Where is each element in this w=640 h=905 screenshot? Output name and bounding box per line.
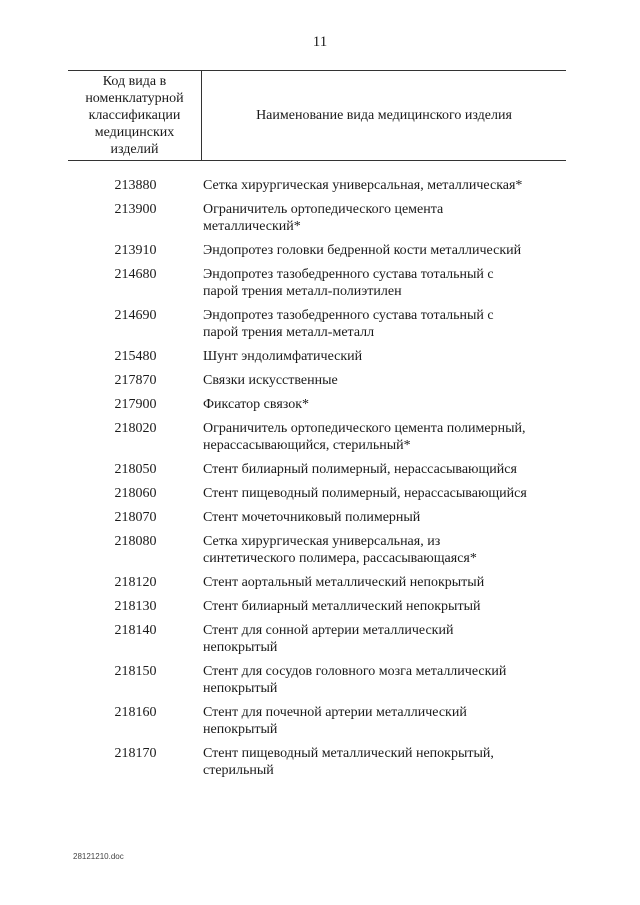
- row-name: [203, 372, 568, 389]
- row-name: [203, 663, 568, 697]
- row-code: 218130: [114, 599, 157, 614]
- row-code: 213880: [114, 178, 157, 193]
- row-name: [203, 745, 568, 779]
- row-name-line: парой трения металл-металл: [203, 325, 375, 340]
- row-code: 217900: [114, 397, 157, 412]
- header-code-line: классификации: [88, 108, 181, 123]
- row-name-line: Стент мочеточниковый полимерный: [203, 510, 421, 525]
- header-name-label: Наименование вида медицинского изделия: [256, 107, 512, 123]
- table-row: [68, 372, 568, 389]
- table-row: [68, 745, 568, 779]
- row-name-line: Стент пищеводный металлический непокрытый,: [203, 746, 494, 761]
- row-code: 218020: [114, 421, 157, 436]
- row-name: [203, 201, 568, 235]
- row-code: 218140: [114, 623, 157, 638]
- header-code-line: номенклатурной: [85, 91, 184, 106]
- row-name-line: Эндопротез головки бедренной кости металлический: [203, 243, 522, 258]
- row-name-line: Связки искусственные: [203, 373, 338, 388]
- row-code: 214680: [114, 267, 157, 282]
- row-name: [203, 509, 568, 526]
- header-code-column: [68, 73, 201, 158]
- table-row: [68, 420, 568, 454]
- row-name-line: парой трения металл-полиэтилен: [203, 284, 402, 299]
- row-code: 213900: [114, 202, 157, 217]
- table-row: [68, 598, 568, 615]
- row-code: 213910: [114, 243, 157, 258]
- row-name-line: Сетка хирургическая универсальная, из: [203, 534, 441, 549]
- row-name: [203, 242, 568, 259]
- row-name: [203, 396, 568, 413]
- table-row: [68, 533, 568, 567]
- row-name-line: Шунт эндолимфатический: [203, 349, 363, 364]
- row-name-line: Эндопротез тазобедренного сустава тотальный с: [203, 267, 494, 282]
- row-name: [203, 266, 568, 300]
- row-code: 215480: [114, 349, 157, 364]
- row-code: 218150: [114, 664, 157, 679]
- row-name-line: Эндопротез тазобедренного сустава тотальный с: [203, 308, 494, 323]
- page-number: 11: [312, 34, 328, 50]
- row-name: [203, 598, 568, 615]
- table-body: [68, 177, 568, 786]
- row-name-line: Стент билиарный металлический непокрытый: [203, 599, 481, 614]
- row-name-line: Стент пищеводный полимерный, нерассасывающийся: [203, 486, 527, 501]
- row-name-line: Сетка хирургическая универсальная, металлическая*: [203, 178, 523, 193]
- table-row: [68, 574, 568, 591]
- table-header: [68, 70, 566, 161]
- row-name-line: стерильный: [203, 763, 274, 778]
- row-name-line: непокрытый: [203, 722, 278, 737]
- row-code: 218050: [114, 462, 157, 477]
- row-name-line: Фиксатор связок*: [203, 397, 310, 412]
- row-name-line: синтетического полимера, рассасывающаяся*: [203, 551, 477, 566]
- row-code: 218060: [114, 486, 157, 501]
- row-name: [203, 307, 568, 341]
- row-name: [203, 533, 568, 567]
- row-name-line: Стент для почечной артерии металлический: [203, 705, 467, 720]
- row-code: 218160: [114, 705, 157, 720]
- table-row: [68, 485, 568, 502]
- row-name-line: непокрытый: [203, 681, 278, 696]
- table-row: [68, 622, 568, 656]
- table-row: [68, 266, 568, 300]
- table-row: [68, 509, 568, 526]
- footer-filename: 28121210.doc: [73, 852, 124, 861]
- table-row: [68, 201, 568, 235]
- header-code-line: изделий: [110, 142, 159, 157]
- table-row: [68, 307, 568, 341]
- header-name-column: [202, 71, 566, 160]
- header-code-line: Код вида в: [102, 74, 167, 89]
- row-name-line: Стент для сосудов головного мозга металлический: [203, 664, 507, 679]
- table-row: [68, 461, 568, 478]
- table-row: [68, 177, 568, 194]
- row-name-line: металлический*: [203, 219, 301, 234]
- row-code: 218070: [114, 510, 157, 525]
- table-row: [68, 242, 568, 259]
- row-code: 214690: [114, 308, 157, 323]
- row-name-line: Ограничитель ортопедического цемента полимерный,: [203, 421, 526, 436]
- table-row: [68, 396, 568, 413]
- row-name-line: Стент аортальный металлический непокрытый: [203, 575, 485, 590]
- row-name-line: Стент билиарный полимерный, нерассасывающийся: [203, 462, 517, 477]
- row-name: [203, 574, 568, 591]
- row-name-line: нерассасывающийся, стерильный*: [203, 438, 411, 453]
- row-name: [203, 420, 568, 454]
- row-name: [203, 622, 568, 656]
- row-code: 218170: [114, 746, 157, 761]
- row-name-line: Ограничитель ортопедического цемента: [203, 202, 444, 217]
- row-name-line: непокрытый: [203, 640, 278, 655]
- row-code: 217870: [114, 373, 157, 388]
- table-row: [68, 348, 568, 365]
- row-name: [203, 461, 568, 478]
- row-name: [203, 348, 568, 365]
- header-code-line: медицинских: [94, 125, 175, 140]
- row-code: 218120: [114, 575, 157, 590]
- row-name-line: Стент для сонной артерии металлический: [203, 623, 454, 638]
- table-row: [68, 663, 568, 697]
- row-name: [203, 177, 568, 194]
- row-code: 218080: [114, 534, 157, 549]
- row-name: [203, 704, 568, 738]
- row-name: [203, 485, 568, 502]
- table-row: [68, 704, 568, 738]
